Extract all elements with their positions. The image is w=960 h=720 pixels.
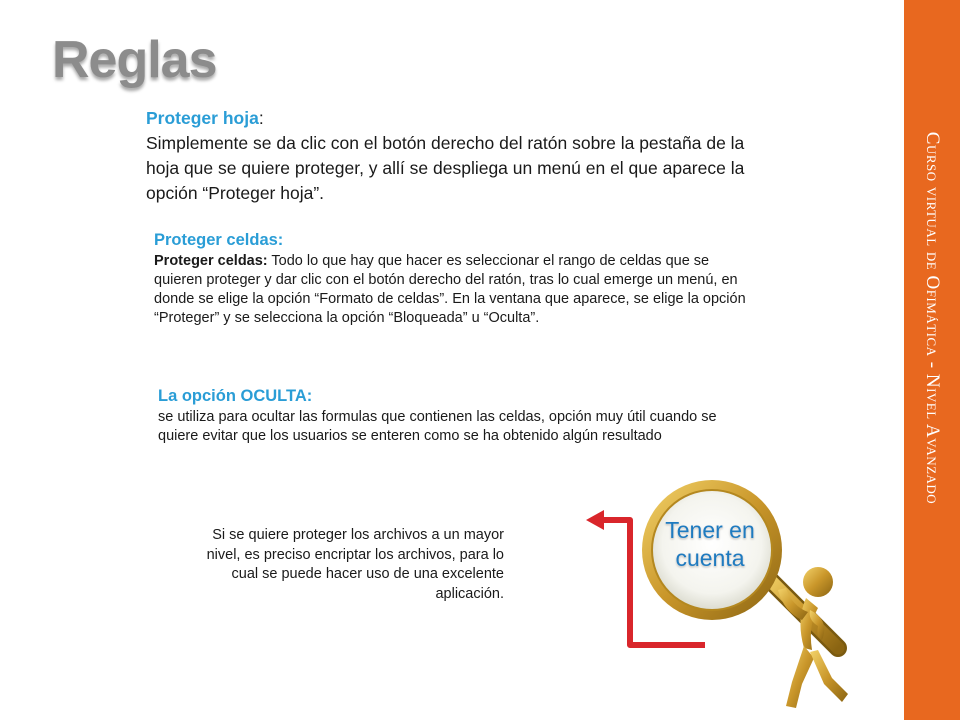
nota-text: Si se quiere proteger los archivos a un mayor nivel, es preciso encriptar los archivos, para lo cual se puede hacer uso de una excelente aplicación. xyxy=(206,527,504,602)
opcion-oculta-section xyxy=(158,387,758,446)
opcion-oculta-body: se utiliza para ocultar las formulas que contienen las celdas, opción muy útil cuando se quiere evitar que los usuarios se enteren como se ha obtenido algún resultado xyxy=(158,409,717,444)
proteger-celdas-body: Todo lo que hay que hacer es seleccionar el rango de celdas que se quieren proteger y dar clic con el botón derecho del ratón, tras lo cual emerge un menú, en donde se elige la opción “Formato de celdas”. En la ventana que aparece, se elige la opción “Proteger” y se selecciona la opción “Bloqueada” u “Oculta”. xyxy=(154,253,746,326)
callout-line-1: Tener en xyxy=(665,517,755,543)
opcion-oculta-heading: La opción OCULTA: xyxy=(158,387,313,405)
proteger-celdas-lead: Proteger celdas: xyxy=(154,253,268,269)
proteger-hoja-section xyxy=(146,106,766,206)
tener-en-cuenta-label xyxy=(640,516,780,572)
proteger-celdas-heading: Proteger celdas: xyxy=(154,231,284,249)
proteger-hoja-body: Simplemente se da clic con el botón derecho del ratón sobre la pestaña de la hoja que se quiere proteger, y allí se despliega un menú en el que aparece la opción “Proteger hoja”. xyxy=(146,133,745,203)
proteger-hoja-colon: : xyxy=(258,108,264,128)
proteger-celdas-section xyxy=(154,231,754,328)
callout-line-2: cuenta xyxy=(675,545,745,571)
page-title: Reglas xyxy=(52,31,217,89)
proteger-hoja-heading: Proteger hoja xyxy=(146,108,259,128)
side-title: Curso virtual de Ofimática - Nivel Avanzado xyxy=(922,131,943,505)
magnifier-illustration xyxy=(560,470,900,720)
